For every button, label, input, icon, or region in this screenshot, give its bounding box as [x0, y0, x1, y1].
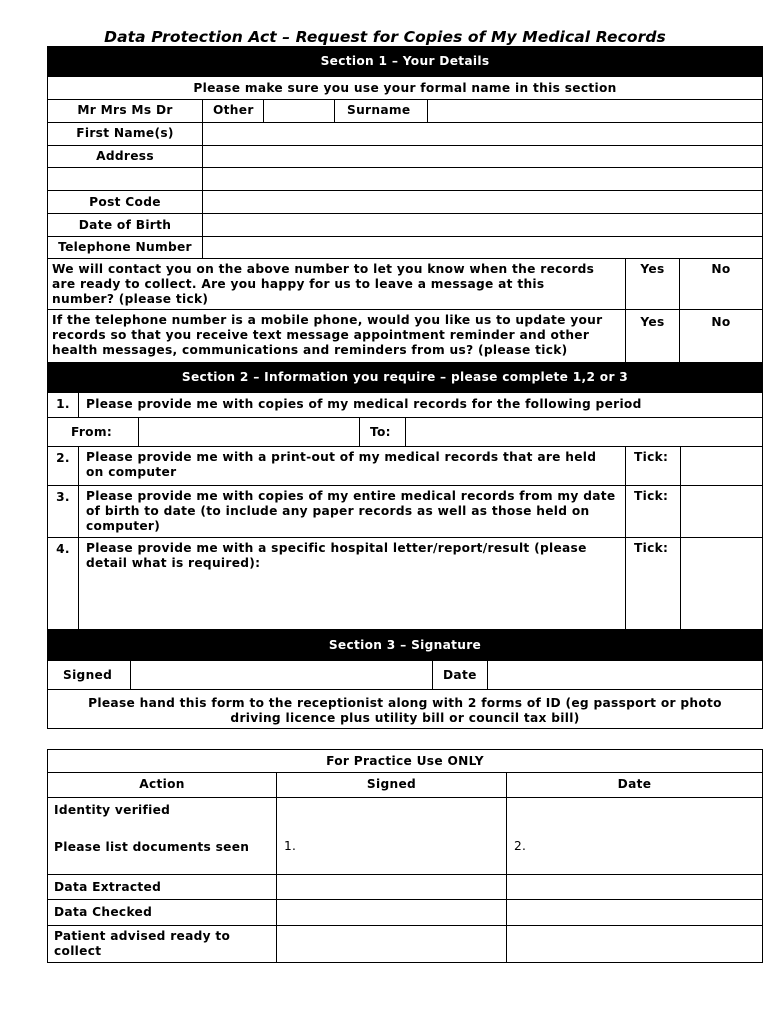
signature-date-field[interactable]: [487, 660, 763, 690]
col-date: Date: [506, 772, 763, 798]
item4-text[interactable]: Please provide me with a specific hospital letter/report/result (please detail what is required):: [78, 537, 626, 630]
formal-name-instruction: Please make sure you use your formal name in this section: [47, 76, 763, 100]
data-checked-date[interactable]: [506, 899, 763, 926]
post-code-field[interactable]: [202, 190, 763, 214]
date-label: Date: [432, 660, 488, 690]
leave-message-question: We will contact you on the above number to let you know when the records are ready to collect. Are you happy for us to leave a message at this number? (please tick): [47, 258, 626, 310]
first-names-label: First Name(s): [47, 122, 203, 146]
title-label: Mr Mrs Ms Dr: [47, 99, 203, 123]
section2-header: Section 2 – Information you require – please complete 1,2 or 3: [47, 362, 763, 393]
address-field-2[interactable]: [202, 167, 763, 191]
address-field-1[interactable]: [202, 145, 763, 168]
item4-number: 4.: [47, 537, 79, 630]
document-2-field[interactable]: 2.: [506, 797, 763, 875]
page-title: Data Protection Act – Request for Copies of My Medical Records: [104, 28, 666, 46]
item2-number: 2.: [47, 446, 79, 486]
text-reminder-no[interactable]: No: [679, 309, 763, 363]
text-reminder-yes[interactable]: Yes: [625, 309, 680, 363]
other-field[interactable]: [263, 99, 335, 123]
item1-number: 1.: [47, 392, 79, 418]
data-extracted-label: Data Extracted: [47, 874, 277, 900]
item2-text: Please provide me with a print-out of my medical records that are held on computer: [78, 446, 626, 486]
patient-advised-date[interactable]: [506, 925, 763, 963]
item2-tick-label: Tick:: [625, 446, 681, 486]
data-checked-signed[interactable]: [276, 899, 507, 926]
from-field[interactable]: [138, 417, 360, 447]
item1-text: Please provide me with copies of my medical records for the following period: [78, 392, 763, 418]
col-signed: Signed: [276, 772, 507, 798]
section3-header: Section 3 – Signature: [47, 629, 763, 661]
col-action: Action: [47, 772, 277, 798]
patient-advised-signed[interactable]: [276, 925, 507, 963]
other-label: Other: [202, 99, 264, 123]
text-reminder-question: If the telephone number is a mobile phone, would you like us to update your records so that you receive text message appointment reminder and other health messages, communications and reminders from us? (please tick): [47, 309, 626, 363]
address-spacer: [47, 167, 203, 191]
documents-seen-label: Please list documents seen: [54, 840, 250, 854]
practice-header: For Practice Use ONLY: [47, 749, 763, 773]
identity-verified-label: Identity verified: [54, 803, 171, 817]
to-field[interactable]: [405, 417, 763, 447]
item3-text: Please provide me with copies of my entire medical records from my date of birth to date (to include any paper records as well as those held on computer): [78, 485, 626, 538]
item3-tick-label: Tick:: [625, 485, 681, 538]
dob-label: Date of Birth: [47, 213, 203, 237]
leave-message-yes[interactable]: Yes: [625, 258, 680, 310]
signature-field[interactable]: [130, 660, 433, 690]
id-instruction: Please hand this form to the receptionist along with 2 forms of ID (eg passport or photo driving licence plus utility bill or council tax bill): [47, 689, 763, 729]
leave-message-no[interactable]: No: [679, 258, 763, 310]
item2-tick-box[interactable]: [680, 446, 763, 486]
surname-field[interactable]: [427, 99, 763, 123]
address-label: Address: [47, 145, 203, 168]
patient-advised-label: Patient advised ready to collect: [47, 925, 277, 963]
post-code-label: Post Code: [47, 190, 203, 214]
item3-tick-box[interactable]: [680, 485, 763, 538]
dob-field[interactable]: [202, 213, 763, 237]
surname-label: Surname: [334, 99, 428, 123]
item4-tick-box[interactable]: [680, 537, 763, 630]
data-extracted-date[interactable]: [506, 874, 763, 900]
telephone-field[interactable]: [202, 236, 763, 259]
section1-header: Section 1 – Your Details: [47, 46, 763, 77]
document-1-field[interactable]: 1.: [276, 797, 507, 875]
from-label: From:: [47, 417, 139, 447]
to-label: To:: [359, 417, 406, 447]
item3-number: 3.: [47, 485, 79, 538]
data-extracted-signed[interactable]: [276, 874, 507, 900]
first-names-field[interactable]: [202, 122, 763, 146]
telephone-label: Telephone Number: [47, 236, 203, 259]
signed-label: Signed: [47, 660, 131, 690]
data-checked-label: Data Checked: [47, 899, 277, 926]
item4-tick-label: Tick:: [625, 537, 681, 630]
identity-docs-action: [47, 797, 277, 875]
